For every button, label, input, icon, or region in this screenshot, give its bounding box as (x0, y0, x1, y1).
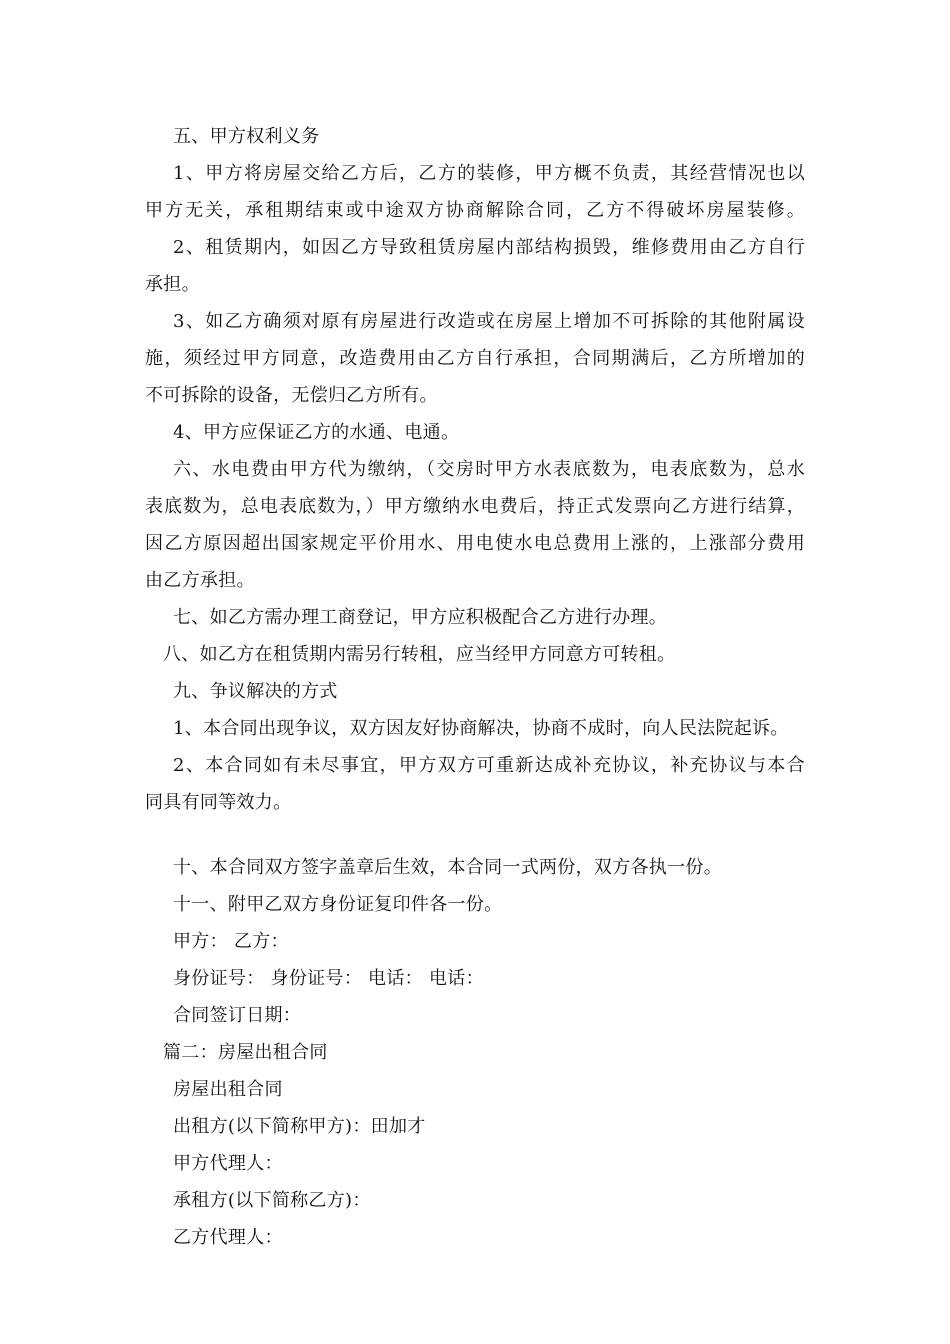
clause-5-3-line-1: 3、如乙方确须对原有房屋进行改造或在房屋上增加不可拆除的其他附属设 (173, 311, 805, 332)
clause-5-2-line-2: 承担。 (145, 274, 200, 295)
id-phone-fields: 身份证号： 身份证号： 电话： 电话： (173, 968, 484, 989)
contract-title: 房屋出租合同 (173, 1079, 283, 1100)
section-8: 八、如乙方在租赁期内需另行转租，应当经甲方同意方可转租。 (163, 644, 676, 665)
clause-5-1-line-2: 甲方无关，承租期结束或中途双方协商解除合同，乙方不得破坏房屋装修。 (145, 200, 805, 221)
section-6-line-2: 表底数为，总电表底数为，）甲方缴纳水电费后，持正式发票向乙方进行结算， (145, 496, 805, 517)
section-7: 七、如乙方需办理工商登记，甲方应积极配合乙方进行办理。 (173, 607, 668, 628)
section-5-heading: 五、甲方权利义务 (173, 126, 320, 147)
clause-5-3-line-3: 不可拆除的设备，无偿归乙方所有。 (145, 385, 438, 406)
clause-5-2-line-1: 2、租赁期内，如因乙方导致租赁房屋内部结构损毁，维修费用由乙方自行 (173, 237, 805, 258)
clause-5-3-line-2: 施，须经过甲方同意，改造费用由乙方自行承担，合同期满后，乙方所增加的 (145, 348, 805, 369)
lessor-line: 出租方(以下简称甲方)：田加才 (173, 1116, 426, 1137)
clause-5-4: 4、甲方应保证乙方的水通、电通。 (173, 422, 460, 443)
part-2-heading: 篇二：房屋出租合同 (163, 1042, 328, 1063)
lessee-line: 承租方(以下简称乙方)： (173, 1190, 371, 1211)
signing-date: 合同签订日期： (173, 1005, 302, 1026)
section-6-line-4: 由乙方承担。 (145, 570, 255, 591)
clause-9-1: 1、本合同出现争议，双方因友好协商解决，协商不成时，向人民法院起诉。 (173, 718, 789, 739)
section-6-line-1: 六、水电费由甲方代为缴纳，（交房时甲方水表底数为，电表底数为，总水 (173, 459, 805, 480)
lessee-agent-line: 乙方代理人： (173, 1227, 283, 1248)
section-10: 十、本合同双方签字盖章后生效，本合同一式两份，双方各执一份。 (173, 857, 722, 878)
clause-5-1-line-1: 1、甲方将房屋交给乙方后，乙方的装修，甲方概不负责，其经营情况也以 (173, 163, 805, 184)
section-6-line-3: 因乙方原因超出国家规定平价用水、用电使水电总费用上涨的，上涨部分费用 (145, 533, 805, 554)
clause-9-2-line-1: 2、本合同如有未尽事宜，甲方双方可重新达成补充协议，补充协议与本合 (173, 755, 805, 776)
section-9-heading: 九、争议解决的方式 (173, 681, 338, 702)
lessor-agent-line: 甲方代理人： (173, 1153, 283, 1174)
section-11: 十一、附甲乙双方身份证复印件各一份。 (173, 894, 503, 915)
signature-parties: 甲方： 乙方： (173, 931, 289, 952)
clause-9-2-line-2: 同具有同等效力。 (145, 792, 292, 813)
